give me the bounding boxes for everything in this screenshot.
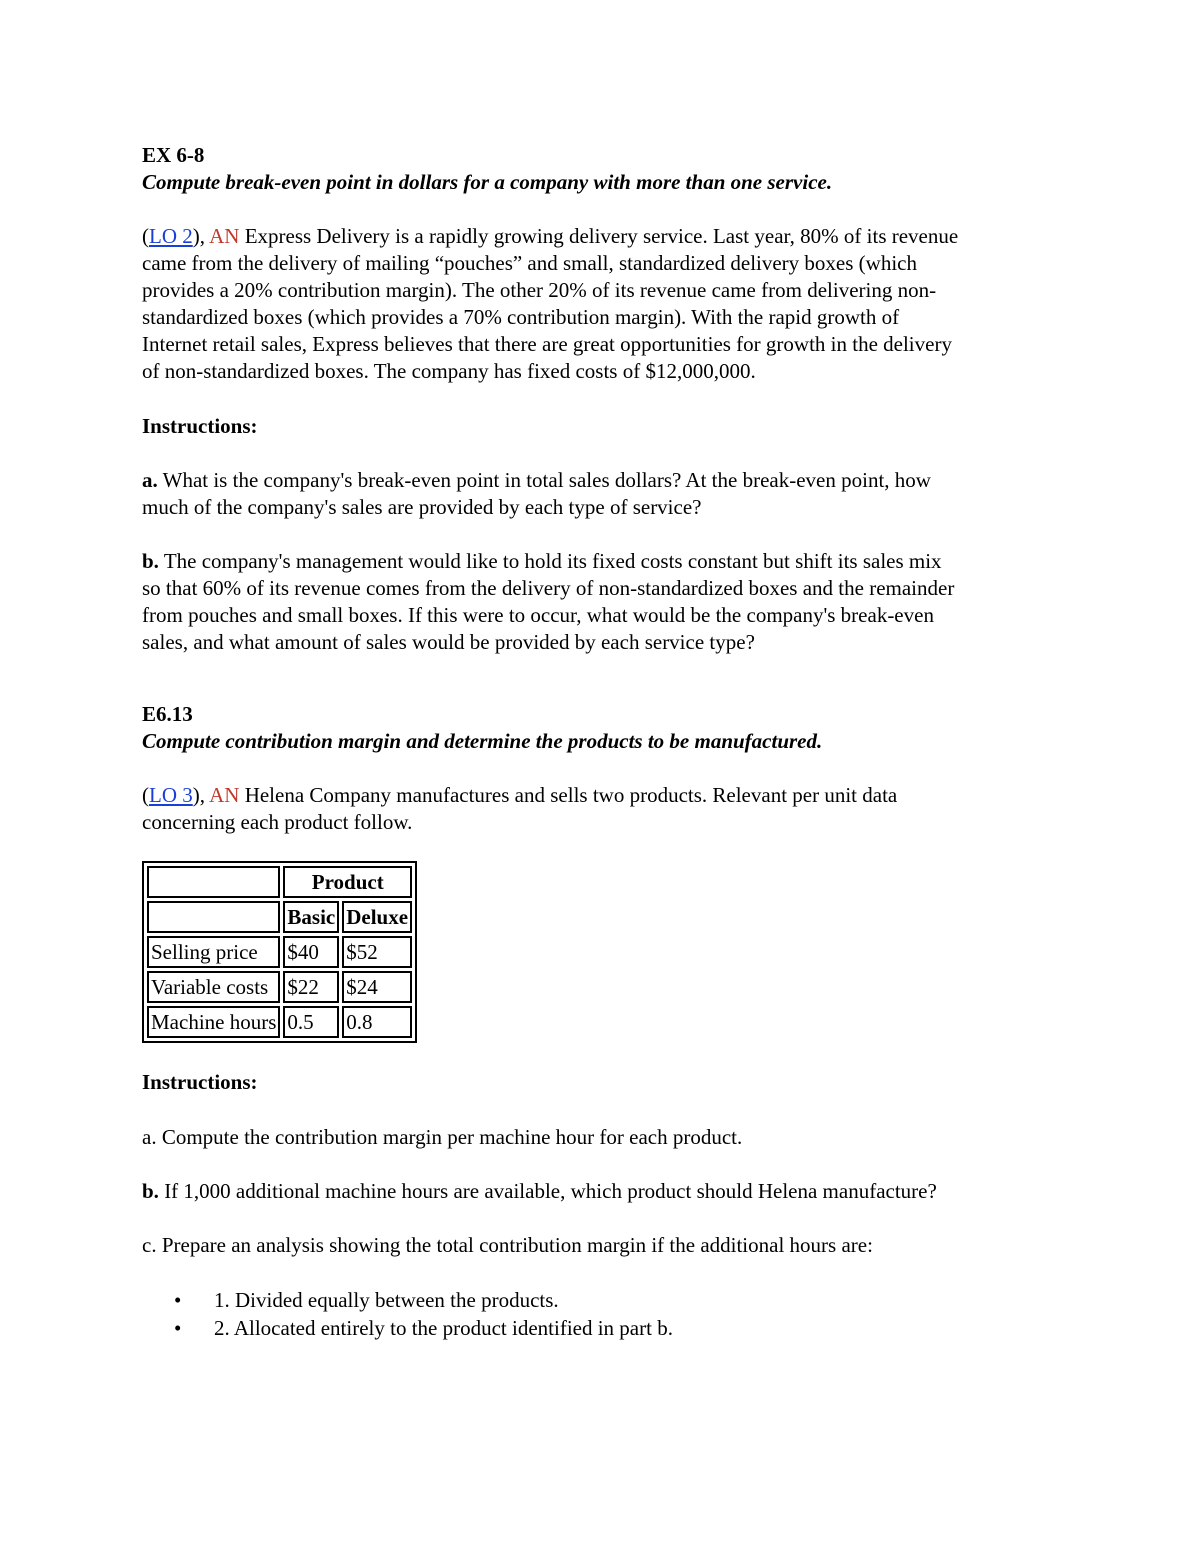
table-cell: $40 — [283, 936, 339, 968]
list-item — [142, 1314, 673, 1342]
list-item-text: 2. Allocated entirely to the product identified in part b. — [214, 1316, 673, 1340]
intro-line: (LO 3), AN Helena Company manufactures and sells two products. Relevant per unit data — [142, 783, 898, 807]
item-text: If 1,000 additional machine hours are available, which product should Helena manufacture? — [164, 1179, 937, 1203]
item-text: much of the company's sales are provided by each type of service? — [142, 495, 702, 519]
intro-line: concerning each product follow. — [142, 810, 413, 834]
table-cell-empty — [147, 866, 280, 898]
table-cell: $52 — [342, 936, 412, 968]
intro-line: of non-standardized boxes. The company has fixed costs of $12,000,000. — [142, 359, 756, 383]
table-header-row — [147, 866, 412, 898]
exercise-subtitle-ex68: Compute break-even point in dollars for a company with more than one service. — [142, 170, 833, 194]
an-tag: AN — [209, 783, 240, 807]
table-cell: $22 — [283, 971, 339, 1003]
intro-line: standardized boxes (which provides a 70% contribution margin). With the rapid growth of — [142, 305, 900, 329]
table-row — [147, 936, 412, 968]
instruction-b — [142, 548, 1062, 656]
exercise-intro-ex68 — [142, 223, 1062, 385]
intro-line: Internet retail sales, Express believes that there are great opportunities for growth in the delivery — [142, 332, 952, 356]
instruction-b — [142, 1178, 1062, 1205]
table-cell: $24 — [342, 971, 412, 1003]
table-column-header: Deluxe — [342, 901, 412, 933]
list-item-text: 1. Divided equally between the products. — [214, 1288, 559, 1312]
table-row-label: Variable costs — [147, 971, 280, 1003]
exercise-intro-e613 — [142, 782, 1062, 836]
instruction-a — [142, 467, 1062, 521]
table-cell: 0.5 — [283, 1006, 339, 1038]
instruction-c: c. Prepare an analysis showing the total contribution margin if the additional hours are: — [142, 1233, 873, 1257]
intro-line: provides a 20% contribution margin). The other 20% of its revenue came from delivering non- — [142, 278, 937, 302]
table-cell: 0.8 — [342, 1006, 412, 1038]
exercise-code-ex68: EX 6-8 — [142, 143, 205, 167]
intro-line: (LO 2), AN Express Delivery is a rapidly growing delivery service. Last year, 80% of its revenue — [142, 224, 959, 248]
table-header-row — [147, 901, 412, 933]
table-column-header: Basic — [283, 901, 339, 933]
item-text: The company's management would like to hold its fixed costs constant but shift its sales mix — [163, 549, 942, 573]
intro-text: Helena Company manufactures and sells two products. Relevant per unit data — [244, 783, 898, 807]
table-row — [147, 1006, 412, 1038]
instructions-heading: Instructions: — [142, 414, 258, 438]
item-label: b. — [142, 1179, 159, 1203]
an-tag: AN — [209, 224, 240, 248]
lo-link[interactable]: LO 2 — [149, 224, 193, 248]
item-text: so that 60% of its revenue comes from the delivery of non-standardized boxes and the remainder — [142, 576, 955, 600]
item-text: sales, and what amount of sales would be provided by each service type? — [142, 630, 755, 654]
table-cell-empty — [147, 901, 280, 933]
table-row-label: Machine hours — [147, 1006, 280, 1038]
item-text: from pouches and small boxes. If this were to occur, what would be the company's break-even — [142, 603, 934, 627]
bullet-icon: • — [174, 1316, 182, 1340]
item-label: b. — [142, 549, 159, 573]
instruction-a: a. Compute the contribution margin per machine hour for each product. — [142, 1125, 743, 1149]
bullet-icon: • — [174, 1288, 182, 1312]
list-item — [142, 1286, 673, 1314]
table-row — [147, 971, 412, 1003]
intro-line: came from the delivery of mailing “pouches” and small, standardized delivery boxes (which — [142, 251, 917, 275]
table-row-label: Selling price — [147, 936, 280, 968]
exercise-subtitle-e613: Compute contribution margin and determine the products to be manufactured. — [142, 729, 823, 753]
exercise-code-e613: E6.13 — [142, 702, 193, 726]
product-data-table — [142, 861, 417, 1043]
item-text: What is the company's break-even point in total sales dollars? At the break-even point, how — [162, 468, 931, 492]
lo-link[interactable]: LO 3 — [149, 783, 193, 807]
item-label: a. — [142, 468, 158, 492]
table-group-header: Product — [283, 866, 412, 898]
instructions-heading: Instructions: — [142, 1070, 258, 1094]
bullet-list — [142, 1286, 673, 1342]
intro-text: Express Delivery is a rapidly growing delivery service. Last year, 80% of its revenue — [244, 224, 959, 248]
